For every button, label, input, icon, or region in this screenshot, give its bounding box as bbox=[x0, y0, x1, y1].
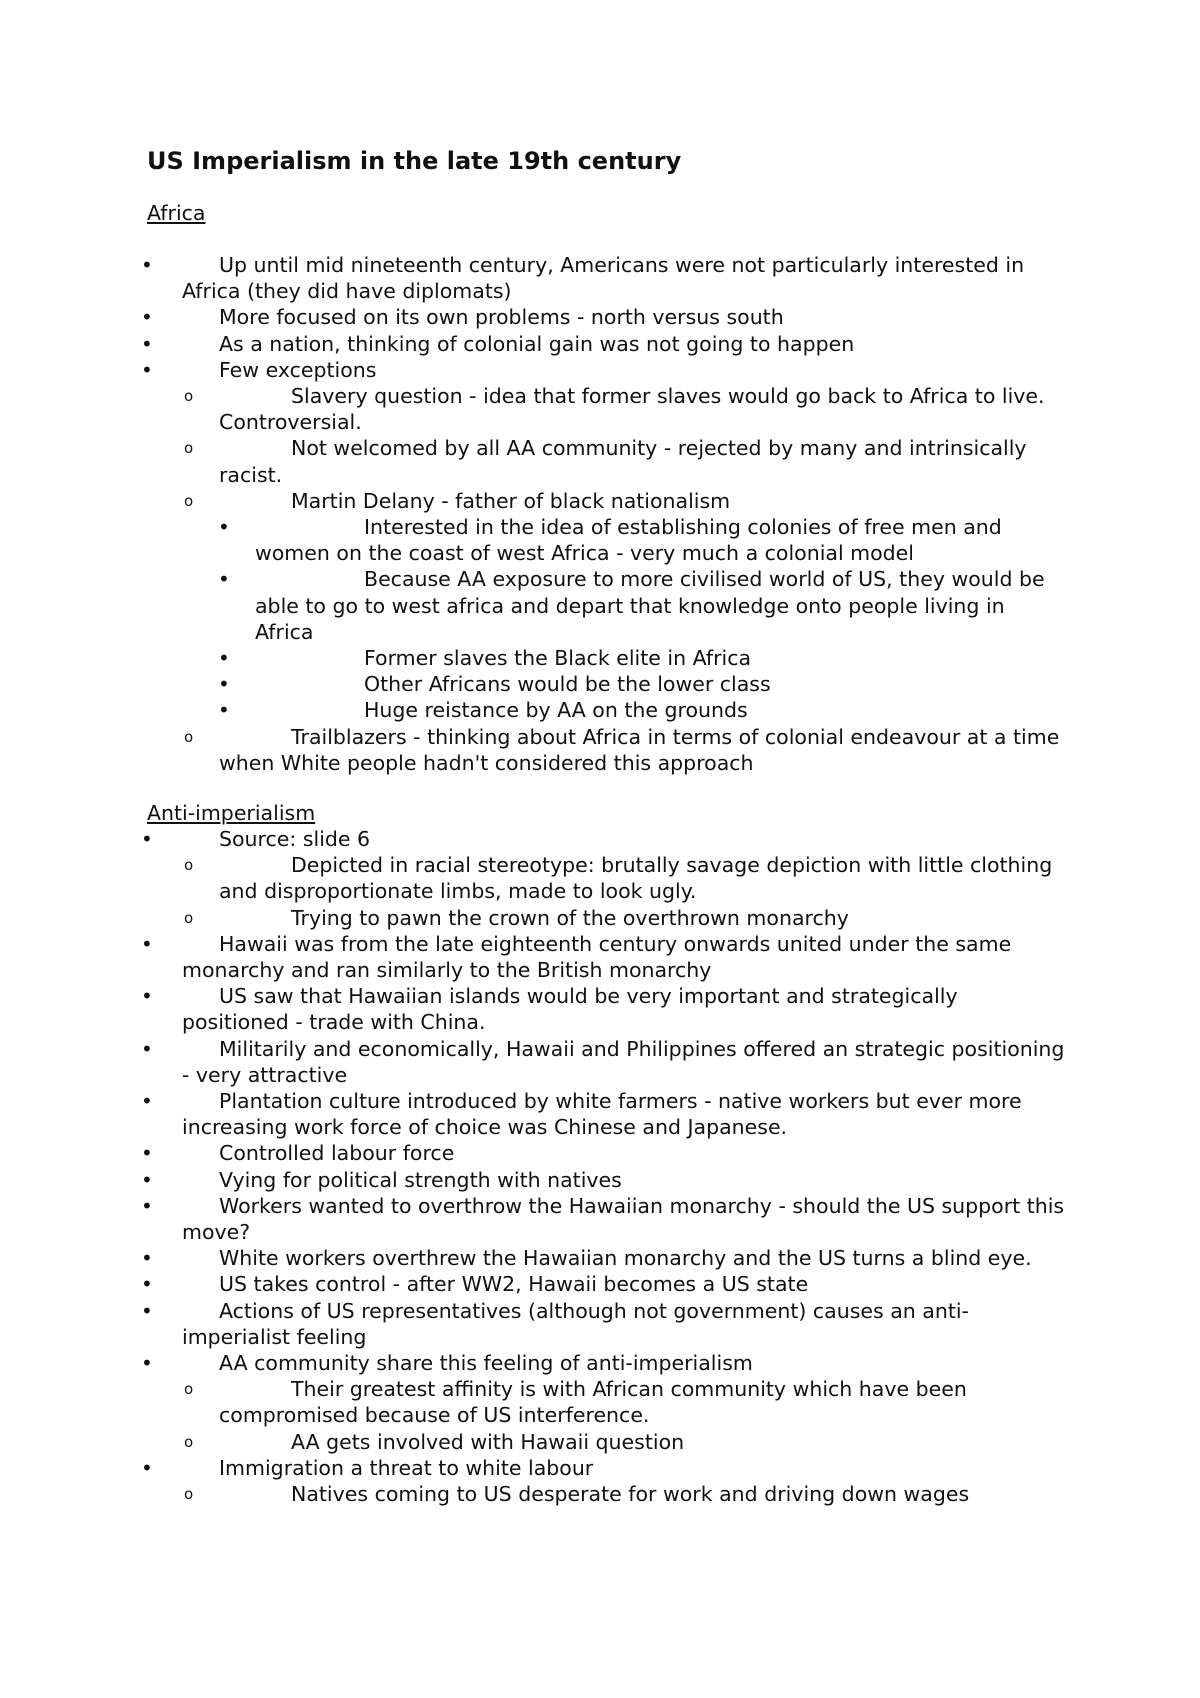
bullet-marker: • bbox=[141, 1193, 153, 1218]
bullet-marker: • bbox=[141, 357, 153, 382]
list-item-text: Depicted in racial stereotype: brutally savage depiction with little clothing and disproportionate limbs, made to look ugly. bbox=[219, 853, 1053, 904]
circle-marker: o bbox=[184, 1380, 194, 1399]
document-title: US Imperialism in the late 19th century bbox=[147, 147, 682, 175]
sub-list-item bbox=[147, 852, 1067, 904]
bullet-marker: • bbox=[141, 827, 153, 851]
list-item bbox=[141, 931, 1067, 983]
list-item bbox=[141, 1245, 1067, 1271]
sub-list-item bbox=[147, 383, 1067, 435]
list-item-text: AA community share this feeling of anti-imperialism bbox=[219, 1351, 753, 1376]
africa-list bbox=[141, 252, 1067, 776]
sub-list-item bbox=[147, 724, 1067, 776]
list-item-text: Actions of US representatives (although not government) causes an anti-imperialist feeling bbox=[182, 1298, 969, 1349]
sub-list-item bbox=[147, 905, 1067, 931]
list-item bbox=[141, 357, 1067, 383]
list-item-text: Former slaves the Black elite in Africa bbox=[364, 646, 752, 671]
bullet-marker: • bbox=[141, 1351, 153, 1376]
list-item-text: Their greatest affinity is with African community which have been compromised because of US interference. bbox=[219, 1377, 967, 1428]
list-item-text: Martin Delany - father of black nationalism bbox=[291, 488, 731, 513]
list-item-text: Other Africans would be the lower class bbox=[364, 672, 771, 697]
circle-marker: o bbox=[184, 439, 194, 458]
bullet-marker: • bbox=[141, 1089, 153, 1114]
section-heading-anti-imperialism: Anti-imperialism bbox=[147, 801, 316, 825]
list-item-text: Plantation culture introduced by white farmers - native workers but ever more increasing work force of choice was Chinese and Japanese. bbox=[182, 1089, 1022, 1140]
list-item bbox=[141, 1193, 1067, 1245]
list-item-text: Immigration a threat to white labour bbox=[219, 1455, 594, 1480]
list-item-text: Controlled labour force bbox=[219, 1141, 455, 1166]
list-item bbox=[141, 826, 1067, 852]
list-item bbox=[141, 1298, 1067, 1350]
sub-list-item bbox=[147, 488, 1067, 514]
list-item bbox=[141, 1350, 1067, 1376]
circle-marker: o bbox=[184, 856, 194, 875]
list-item-text: White workers overthrew the Hawaiian monarchy and the US turns a blind eye. bbox=[219, 1246, 1032, 1271]
list-item bbox=[141, 983, 1067, 1035]
sub-list-item bbox=[147, 1429, 1067, 1455]
section-anti-imperialism bbox=[141, 800, 1067, 1507]
list-item bbox=[141, 1455, 1067, 1481]
bullet-marker: • bbox=[141, 331, 153, 356]
bullet-marker: • bbox=[218, 698, 230, 723]
bullet-marker: • bbox=[141, 931, 153, 956]
sub-list-item bbox=[147, 1481, 1067, 1507]
list-item-text: Militarily and economically, Hawaii and Philippines offered an strategic positioning - very attractive bbox=[182, 1036, 1065, 1087]
list-item-text: Not welcomed by all AA community - rejected by many and intrinsically racist. bbox=[219, 436, 1027, 487]
sub-sub-list-item bbox=[147, 645, 1067, 671]
list-item-text: Up until mid nineteenth century, Americans were not particularly interested in Africa (they did have diplomats) bbox=[182, 253, 1025, 304]
bullet-marker: • bbox=[141, 1036, 153, 1061]
list-item bbox=[141, 304, 1067, 330]
list-item-text: AA gets involved with Hawaii question bbox=[291, 1429, 685, 1454]
list-item-text: Slavery question - idea that former slaves would go back to Africa to live. Controversial. bbox=[219, 384, 1045, 435]
list-item bbox=[141, 1140, 1067, 1166]
bullet-marker: • bbox=[141, 1167, 153, 1192]
list-item-text: Hawaii was from the late eighteenth century onwards united under the same monarchy and ran similarly to the British monarchy bbox=[182, 931, 1012, 983]
sub-sub-list-item bbox=[147, 514, 1067, 566]
list-item-text: Vying for political strength with natives bbox=[219, 1167, 622, 1192]
bullet-marker: • bbox=[141, 1272, 153, 1297]
bullet-marker: • bbox=[141, 1141, 153, 1166]
list-item bbox=[141, 1036, 1067, 1088]
bullet-marker: • bbox=[218, 567, 230, 592]
anti-imperialism-list bbox=[141, 826, 1067, 1507]
list-item bbox=[141, 331, 1067, 357]
list-item bbox=[141, 1271, 1067, 1297]
bullet-marker: • bbox=[141, 253, 153, 277]
list-item-text: US saw that Hawaiian islands would be very important and strategically positioned - trade with China. bbox=[182, 984, 958, 1035]
list-item-text: Huge reistance by AA on the grounds bbox=[364, 698, 748, 723]
list-item-text: Source: slide 6 bbox=[219, 827, 371, 851]
list-item-text: Because AA exposure to more civilised world of US, they would be able to go to west africa and depart that knowledge onto people living in Africa bbox=[255, 567, 1045, 644]
list-item-text: Few exceptions bbox=[219, 357, 377, 382]
circle-marker: o bbox=[184, 908, 194, 927]
bullet-marker: • bbox=[218, 672, 230, 697]
section-heading-africa: Africa bbox=[147, 201, 206, 225]
sub-sub-list-item bbox=[147, 697, 1067, 723]
circle-marker: o bbox=[184, 491, 194, 510]
list-item-text: As a nation, thinking of colonial gain was not going to happen bbox=[219, 331, 855, 356]
list-item bbox=[141, 1088, 1067, 1140]
bullet-marker: • bbox=[141, 1298, 153, 1323]
list-item bbox=[141, 1167, 1067, 1193]
circle-marker: o bbox=[184, 1432, 194, 1451]
list-item-text: US takes control - after WW2, Hawaii becomes a US state bbox=[219, 1272, 809, 1297]
list-item-text: More focused on its own problems - north versus south bbox=[219, 305, 784, 330]
bullet-marker: • bbox=[218, 515, 230, 540]
sub-list-item bbox=[147, 435, 1067, 487]
bullet-marker: • bbox=[141, 1455, 153, 1480]
sub-list-item bbox=[147, 1376, 1067, 1428]
bullet-marker: • bbox=[218, 646, 230, 671]
bullet-marker: • bbox=[141, 1246, 153, 1271]
circle-marker: o bbox=[184, 727, 194, 746]
list-item-text: Workers wanted to overthrow the Hawaiian monarchy - should the US support this move? bbox=[182, 1193, 1065, 1245]
circle-marker: o bbox=[184, 387, 194, 406]
list-item-text: Natives coming to US desperate for work and driving down wages bbox=[291, 1482, 970, 1507]
bullet-marker: • bbox=[141, 984, 153, 1009]
list-item-text: Trailblazers - thinking about Africa in terms of colonial endeavour at a time when White people hadn't considered this approach bbox=[219, 724, 1060, 775]
sub-sub-list-item bbox=[147, 566, 1067, 645]
circle-marker: o bbox=[184, 1485, 194, 1504]
sub-sub-list-item bbox=[147, 671, 1067, 697]
list-item bbox=[141, 252, 1067, 304]
section-africa bbox=[141, 200, 1067, 776]
bullet-marker: • bbox=[141, 305, 153, 330]
list-item-text: Trying to pawn the crown of the overthrown monarchy bbox=[291, 905, 849, 930]
spacer bbox=[147, 226, 1067, 252]
list-item-text: Interested in the idea of establishing colonies of free men and women on the coast of west Africa - very much a colonial model bbox=[255, 515, 1002, 566]
